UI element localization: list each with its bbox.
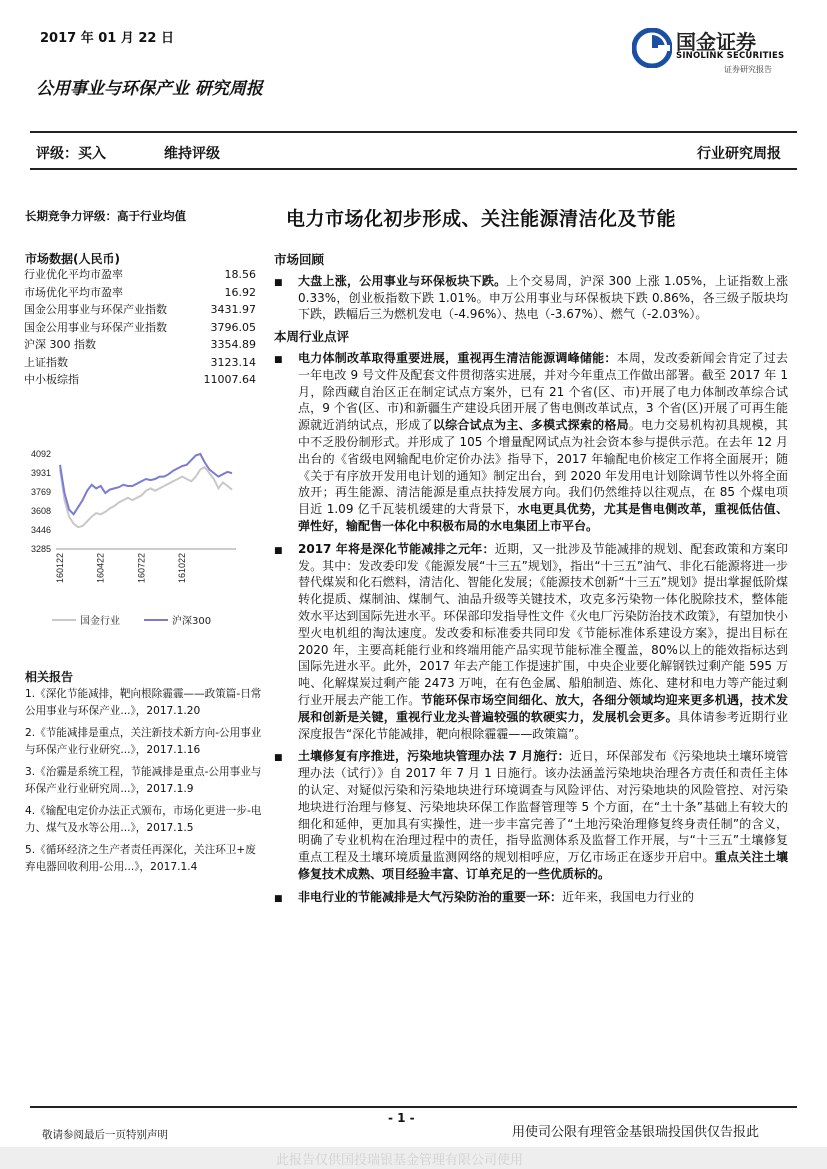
y-tick-label: 3285: [30, 544, 51, 554]
market-data-row: 市场优化平均市盈率 16.92: [24, 285, 256, 299]
square-bullet-icon: ■: [274, 893, 283, 904]
related-report-link[interactable]: 2.《节能减排是重点，关注新技术新方向-公用事业与环保产业行业研究...》，2017.1.16: [25, 727, 262, 756]
header-divider-bottom: [30, 168, 797, 170]
main-content: [274, 248, 788, 913]
report-type: 公用事业与环保产业 研究周报: [36, 79, 263, 99]
legend-label: 沪深300: [172, 616, 212, 627]
related-reports-list: [25, 686, 265, 881]
related-report-link[interactable]: 3.《治霾是系统工程，节能减排是重点-公用事业与环保产业行业研究周...》，2017.1.9: [25, 766, 262, 795]
report-date: 2017 年 01 月 22 日: [40, 31, 174, 46]
header-divider-top: [30, 131, 797, 133]
series-line-1: [60, 454, 232, 514]
page-number: - 1 -: [388, 1111, 415, 1125]
logo-english-name: SINOLINK SECURITIES: [676, 51, 785, 61]
related-reports-title: 相关报告: [25, 670, 74, 684]
paragraph-power-reform: ■ 电力体制改革取得重要进展，重视再生清洁能源调峰储能：本周，发改委新闻会肯定了过去一年电改 9 号文件及配套文件贯彻落实进展，并对今年重点工作做出部署。截至 2017 年 1 月，除西藏自治区正在制定试点方案外，已有 21 个省(区、市)开展了电力体制改革综合试点，9 个省(区、市)和新疆生产建设兵团开展了售电侧改革试点，3 个省(区)开展了可再生能源就近消纳试点，形成了以综合试点为主、多模式探索的格局。电力交易机构初具规模，其中不乏股份制形式。并形成了 105 个增量配网试点为社会资本参与提供示范。在去年 12 月出台的《省级电网输配电价定价办法》指导下，2017 年输配电价核定工作将全面展开；随《关于有序放开发用电计划的通知》制定出台，到 2020 年发用电计划除调节性以外将全面放开；再生能源、清洁能源是重点扶持发展方向。我们仍然维持以往观点，在 85 个煤电项目近 1.09 亿千瓦装机缓建的大背景下，水电更具优势，尤其是售电侧改革，重视低估值、弹性好，输配售一体化中积极布局的水电集团上市平台。: [274, 350, 788, 533]
x-tick-label: 160422: [95, 553, 106, 584]
legend-label: 国金行业: [80, 616, 120, 627]
y-tick-label: 3769: [30, 487, 51, 497]
y-tick-label: 3931: [30, 468, 51, 478]
related-report-link[interactable]: 4.《输配电定价办法正式颁布，市场化更进一步-电力、煤气及水等公用...》，2017.1.5: [25, 805, 262, 834]
paragraph-soil-remediation: ■ 土壤修复有序推进，污染地块管理办法 7 月施行：近日，环保部发布《污染地块土壤环境管理办法（试行）》自 2017 年 7 月 1 日施行。该办法涵盖污染地块治理各方责任和责任主体的认定、对疑似污染和污染地块进行环境调查与风险评估、对污染地块的风险管控、对污染地块进行治理与修复、污染地块环保工作监督管理等 5 个方面，在“土十条”基础上有较大的细化和延伸，更加具有实操性，进一步丰富完善了“土地污染治理修复终身责任制”的含义，明确了专业机构在治理过程中的责任，指导监测体系及监督工作开展，与“十三五”土壤修复重点工程及土壤环境质量监测网络的规划相呼应，万亿市场正在逐步开启中。重点关注土壤修复技术成熟、项目经验丰富、订单充足的一些优质标的。: [274, 749, 788, 881]
footer-notice: 用使司公限有理管金基银瑞投国供仅告报此: [512, 1125, 760, 1140]
market-data-row: 国金公用事业与环保产业指数 3796.05: [24, 320, 256, 334]
square-bullet-icon: ■: [274, 753, 283, 764]
related-report-link[interactable]: 5.《循环经济之生产者责任再深化，关注环卫+废弃电器回收利用-公用...》，2017.1.4: [25, 844, 256, 873]
section-title-market-review: 市场回顾: [274, 252, 325, 267]
series-line-0: [60, 467, 232, 527]
paragraph-energy-saving: ■ 2017 年将是深化节能减排之元年：近期，又一批涉及节能减排的规划、配套政策和方案印发。其中：发改委印发《能源发展“十三五”规划》，指出“十三五”油气、非化石能源将进一步替代煤炭和化石燃料，清洁化、智能化发展；《能源技术创新“十三五”规划》提出掌握低阶煤转化提质、煤制油、煤制气、油品升级等关键技术，攻克多污染物一体化脱除技术，整体能效水平达到国际先进水平。环保部印发指导性文件《火电厂污染防治技术政策》，有望加快小型火电机组的淘汰速度。发改委和标准委共同印发《节能标准体系建设方案》，提出目标在 2020 年，主要高耗能行业和终端用能产品实现节能标准全覆盖，80%以上的能效指标达到国际先进水平。此外，2017 年去产能工作提速扩围，中央企业要化解钢铁过剩产能 595 万吨、化解煤炭过剩产能 2473 万吨，在有色金属、船舶制造、炼化、建材和电力等产能过剩行业开展去产能工作。节能环保市场空间细化、放大，各细分领域均迎来更多机遇，技术发展和创新是关键，重视行业龙头普遍较强的软硬实力，发展机会更多。具体请参考近期行业深度报告“深化节能减排，靶向根除霾霾——政策篇”。: [274, 541, 788, 741]
y-tick-label: 3446: [30, 525, 51, 535]
market-data-row: 中小板综指 11007.64: [24, 373, 256, 386]
market-data-table: [24, 266, 256, 389]
logo-name: 国金证券: [676, 30, 756, 54]
x-tick-label: 160722: [136, 553, 147, 584]
disclaimer-note: 敬请参阅最后一页特别声明: [42, 1129, 168, 1141]
x-tick-label: 161022: [177, 553, 188, 584]
footer-watermark: 此报告仅供国投瑞银基金管理有限公司使用: [276, 1153, 524, 1168]
market-data-title: 市场数据(人民币): [25, 252, 120, 266]
y-tick-label: 4092: [30, 449, 51, 459]
x-tick-label: 160122: [55, 553, 65, 584]
square-bullet-icon: ■: [274, 545, 283, 556]
index-line-chart: [22, 440, 242, 640]
market-data-row: 上证指数 3123.14: [24, 355, 256, 369]
market-data-row: 行业优化平均市盈率 18.56: [24, 268, 256, 281]
footer-divider: [30, 1106, 797, 1108]
rating: 评级：买入: [36, 146, 106, 162]
square-bullet-icon: ■: [274, 277, 283, 288]
report-category-tag: 行业研究周报: [697, 146, 781, 162]
company-logo: [632, 24, 792, 78]
maintain-rating: 维持评级: [164, 146, 220, 162]
market-data-row: 国金公用事业与环保产业指数 3431.97: [24, 303, 256, 316]
related-report-link[interactable]: 1.《深化节能减排，靶向根除霾霾——政策篇-日常公用事业与环保产业...》，2017.1.20: [25, 688, 262, 717]
section-title-industry-comment: 本周行业点评: [274, 329, 350, 345]
paragraph-market-review: ■ 大盘上涨，公用事业与环保板块下跌。上个交易周，沪深 300 上涨 1.05%，上证指数上涨 0.33%，创业板指数下跌 1.01%。申万公用事业与环保板块下跌 0.86%，各三级子版块均下跌，跌幅后三为燃机发电（-4.96%）、热电（-3.67%）、燃气（-2.03%）。: [274, 273, 788, 322]
long-term-rating: 长期竞争力评级：高于行业均值: [25, 209, 186, 223]
headline: 电力市场化初步形成、关注能源清洁化及节能: [286, 208, 677, 230]
square-bullet-icon: ■: [274, 354, 283, 365]
paragraph-non-power: ■ 非电行业的节能减排是大气污染防治的重要一环：近年来，我国电力行业的: [274, 889, 788, 908]
y-tick-label: 3608: [30, 506, 51, 516]
logo-subtitle: 证券研究报告: [724, 65, 772, 74]
logo-mark-icon: [632, 28, 672, 68]
market-data-row: 沪深 300 指数 3354.89: [24, 338, 256, 351]
